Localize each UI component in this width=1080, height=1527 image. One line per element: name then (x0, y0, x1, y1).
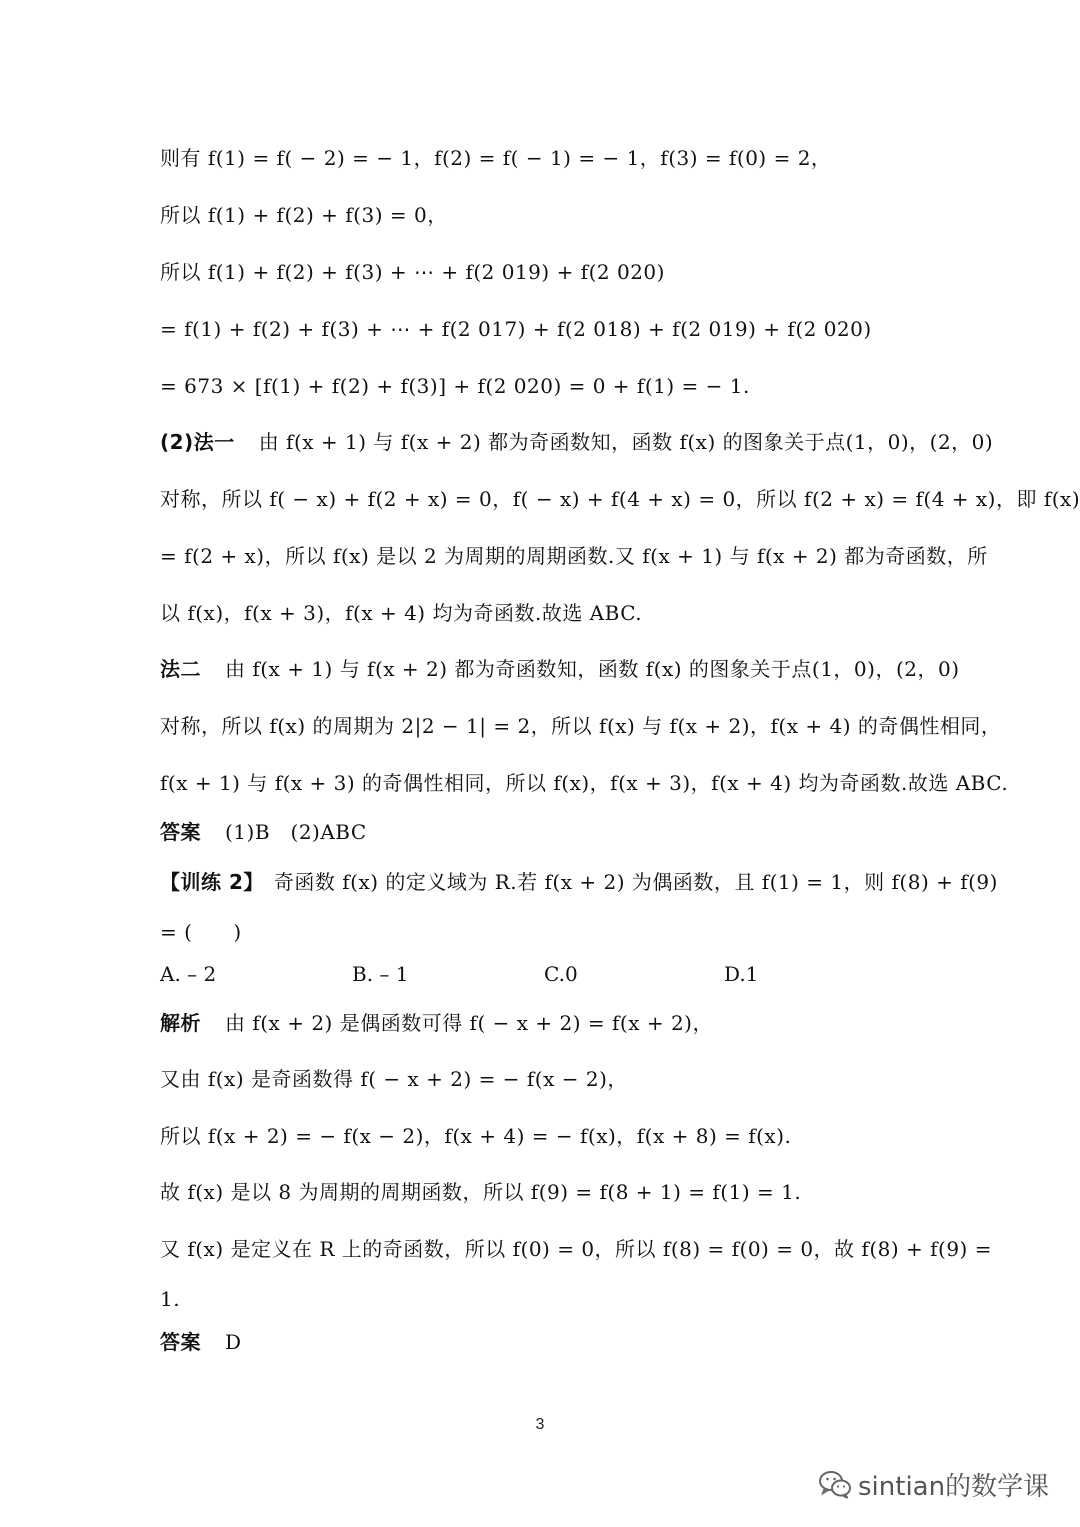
answer-value: (1)B (2)ABC (225, 820, 367, 844)
answer-two-line (160, 1328, 930, 1356)
watermark (818, 1464, 1049, 1504)
text-line: = f(2 + x)，所以 f(x) 是以 2 为周期的周期函数.又 f(x + 1) 与 f(x + 2) 都为奇函数，所 (160, 544, 988, 568)
method-two-label: 法二 (160, 657, 201, 681)
analysis-label: 解析 (160, 1011, 201, 1035)
training-text: 奇函数 f(x) 的定义域为 R.若 f(x + 2) 为偶函数，且 f(1) = 1，则 f(8) + f(9) (273, 870, 998, 894)
answer-label: 答案 (160, 1330, 201, 1354)
text-line: 以 f(x)，f(x + 3)，f(x + 4) 均为奇函数.故选 ABC. (160, 601, 643, 625)
text-line: = ( ) (160, 920, 242, 944)
method-one-label: (2)法一 (160, 430, 235, 454)
option-a: A. – 2 (160, 962, 217, 986)
text-line: 所以 f(1) + f(2) + f(3) + ⋯ + f(2 019) + f(2 020) (160, 260, 665, 284)
option-b: B. – 1 (352, 962, 409, 986)
training-label: 【训练 2】 (160, 870, 264, 894)
text-line: 所以 f(1) + f(2) + f(3) = 0， (160, 203, 448, 227)
text-line: 对称，所以 f(x) 的周期为 2|2 − 1| = 2，所以 f(x) 与 f(x + 2)，f(x + 4) 的奇偶性相同， (160, 714, 1002, 738)
answer-value: D (225, 1330, 242, 1354)
page-number: 3 (535, 1416, 545, 1433)
watermark-text: sintian的数学课 (858, 1471, 1050, 1502)
text-line: f(x + 1) 与 f(x + 3) 的奇偶性相同，所以 f(x)，f(x + 3)，f(x + 4) 均为奇函数.故选 ABC. (160, 771, 1009, 795)
text-line: 1. (160, 1287, 181, 1311)
method-two-line (160, 655, 960, 683)
text-line: 所以 f(x + 2) = − f(x − 2)，f(x + 4) = − f(x)，f(x + 8) = f(x). (160, 1124, 792, 1148)
method-one-text: 由 f(x + 1) 与 f(x + 2) 都为奇函数知，函数 f(x) 的图象关于点(1，0)，(2，0) (258, 430, 994, 454)
option-c: C.0 (544, 962, 578, 986)
option-d: D.1 (724, 962, 759, 986)
text-line: 又由 f(x) 是奇函数得 f( − x + 2) = − f(x − 2)， (160, 1067, 628, 1091)
text-line: = 673 × [f(1) + f(2) + f(3)] + f(2 020) = 0 + f(1) = − 1. (160, 374, 750, 398)
text-line: 对称，所以 f( − x) + f(2 + x) = 0，f( − x) + f(4 + x) = 0，所以 f(2 + x) = f(4 + x)，即 f(x) (160, 487, 1080, 511)
wechat-icon (818, 1469, 852, 1499)
text-line: 故 f(x) 是以 8 为周期的周期函数，所以 f(9) = f(8 + 1) = f(1) = 1. (160, 1180, 802, 1204)
answer-one-line (160, 818, 930, 846)
answer-label: 答案 (160, 820, 201, 844)
analysis-line (160, 1009, 930, 1037)
text-line: = f(1) + f(2) + f(3) + ⋯ + f(2 017) + f(2 018) + f(2 019) + f(2 020) (160, 317, 872, 341)
analysis-text: 由 f(x + 2) 是偶函数可得 f( − x + 2) = f(x + 2)， (225, 1011, 713, 1035)
text-line: 又 f(x) 是定义在 R 上的奇函数，所以 f(0) = 0，所以 f(8) = f(0) = 0，故 f(8) + f(9) = (160, 1237, 992, 1261)
method-one-line (160, 428, 994, 456)
text-line: 则有 f(1) = f( − 2) = − 1，f(2) = f( − 1) = − 1，f(3) = f(0) = 2， (160, 146, 832, 170)
training-line (160, 868, 998, 896)
method-two-text: 由 f(x + 1) 与 f(x + 2) 都为奇函数知，函数 f(x) 的图象关于点(1，0)，(2，0) (225, 657, 960, 681)
